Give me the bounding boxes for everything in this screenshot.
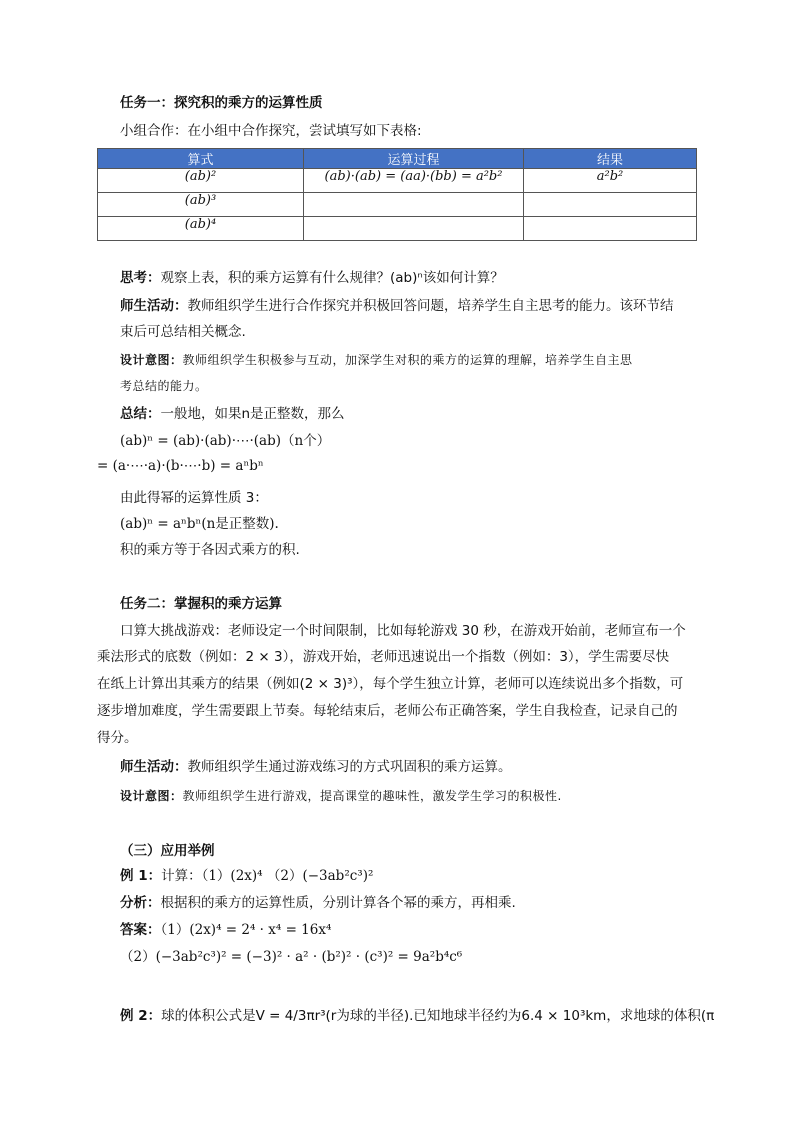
property-formula: (ab)ⁿ = aⁿbⁿ(n是正整数). [120,516,279,532]
section3-title: （三）应用举例 [120,843,215,859]
table-row [98,169,697,193]
analysis-text: 根据积的乘方的运算性质，分别计算各个幂的乘方，再相乘. [160,895,516,911]
analysis-line [120,893,516,913]
design-text-cont: 考总结的能力。 [120,379,208,393]
game-line-4: 逐步增加难度，学生需要跟上节奏。每轮结束后，老师公布正确答案，学生自我检查，记录自己的 [97,703,678,719]
property-intro: 由此得幂的运算性质 3： [120,490,268,506]
formula-1: (ab)ⁿ = (ab)·(ab)·⋯·(ab)（n个） [120,433,331,449]
table-header: 结果 [524,149,697,169]
task1-instruction: 小组合作：在小组中合作探究，尝试填写如下表格: [120,123,422,139]
analysis-label: 分析： [120,895,161,911]
game-line-3: 在纸上计算出其乘方的结果（例如(2 × 3)³），每个学生独立计算，老师可以连续说出多个指数，可 [97,676,684,692]
example-1-text: 计算：（1）(2x)⁴ （2）(−3ab²c³)² [161,868,374,884]
table-header-row [98,149,697,169]
game-line-2: 乘法形式的底数（例如：2 × 3），游戏开始，老师迅速说出一个指数（例如：3），学生需要尽快 [97,649,670,665]
example-2-line [120,1006,714,1026]
answer-1: （1）(2x)⁴ = 2⁴ · x⁴ = 16x⁴ [160,922,332,938]
example-2-text: 球的体积公式是V = 4/3πr³(r为球的半径).已知地球半径约为6.4 × 10³km，求地球的体积(π [161,1008,715,1024]
summary-text: 一般地，如果n是正整数，那么 [160,406,345,422]
activity-label: 师生活动： [120,298,188,314]
task2-activity-line [120,757,512,777]
example-1-label: 例 1： [120,868,162,884]
activity-text-cont: 束后可总结相关概念. [120,324,246,340]
table-cell [304,193,524,217]
task1-title: 任务一：探究积的乘方的运算性质 [120,95,323,111]
table-cell: (ab)·(ab) = (aa)·(bb) = a²b² [304,169,524,193]
table-row [98,217,697,241]
task2-design-line [120,786,562,806]
think-label: 思考： [120,270,161,286]
property-statement: 积的乘方等于各因式乘方的积. [120,542,300,558]
answer-line-1 [120,920,331,940]
summary-line [120,404,345,424]
design-line [120,350,633,370]
table-header: 算式 [98,149,304,169]
table-cell [524,217,697,241]
think-line [120,268,504,288]
design-label: 设计意图： [120,353,183,367]
game-line-1: 口算大挑战游戏：老师设定一个时间限制，比如每轮游戏 30 秒，在游戏开始前，老师宣布一个 [120,623,686,639]
table-row [98,193,697,217]
table-cell: (ab)³ [98,193,304,217]
task2-title: 任务二：掌握积的乘方运算 [120,596,282,612]
task2-activity-label: 师生活动： [120,759,188,775]
task2-activity-text: 教师组织学生通过游戏练习的方式巩固积的乘方运算。 [187,759,512,775]
task2-design-text: 教师组织学生进行游戏，提高课堂的趣味性，激发学生学习的积极性. [182,789,562,803]
activity-line [120,296,674,316]
activity-text: 教师组织学生进行合作探究并积极回答问题，培养学生自主思考的能力。该环节结 [187,298,674,314]
table-cell [304,217,524,241]
table-header: 运算过程 [304,149,524,169]
operation-table [97,148,697,241]
table-cell [524,193,697,217]
game-line-5: 得分。 [97,730,138,746]
example-1-line [120,866,373,886]
task2-design-label: 设计意图： [120,789,183,803]
example-2-label: 例 2： [120,1008,162,1024]
table-cell: (ab)² [98,169,304,193]
answer-2: （2）(−3ab²c³)² = (−3)² · a² · (b²)² · (c³)² = 9a²b⁴c⁶ [120,949,463,965]
summary-label: 总结： [120,406,161,422]
answer-label: 答案： [120,922,161,938]
table-cell: (ab)⁴ [98,217,304,241]
formula-2: = (a·⋯·a)·(b·⋯·b) = aⁿbⁿ [97,458,264,474]
table-cell: a²b² [524,169,697,193]
think-text: 观察上表，积的乘方运算有什么规律？(ab)ⁿ该如何计算？ [160,270,504,286]
design-text: 教师组织学生积极参与互动，加深学生对积的乘方的运算的理解，培养学生自主思 [182,353,633,367]
